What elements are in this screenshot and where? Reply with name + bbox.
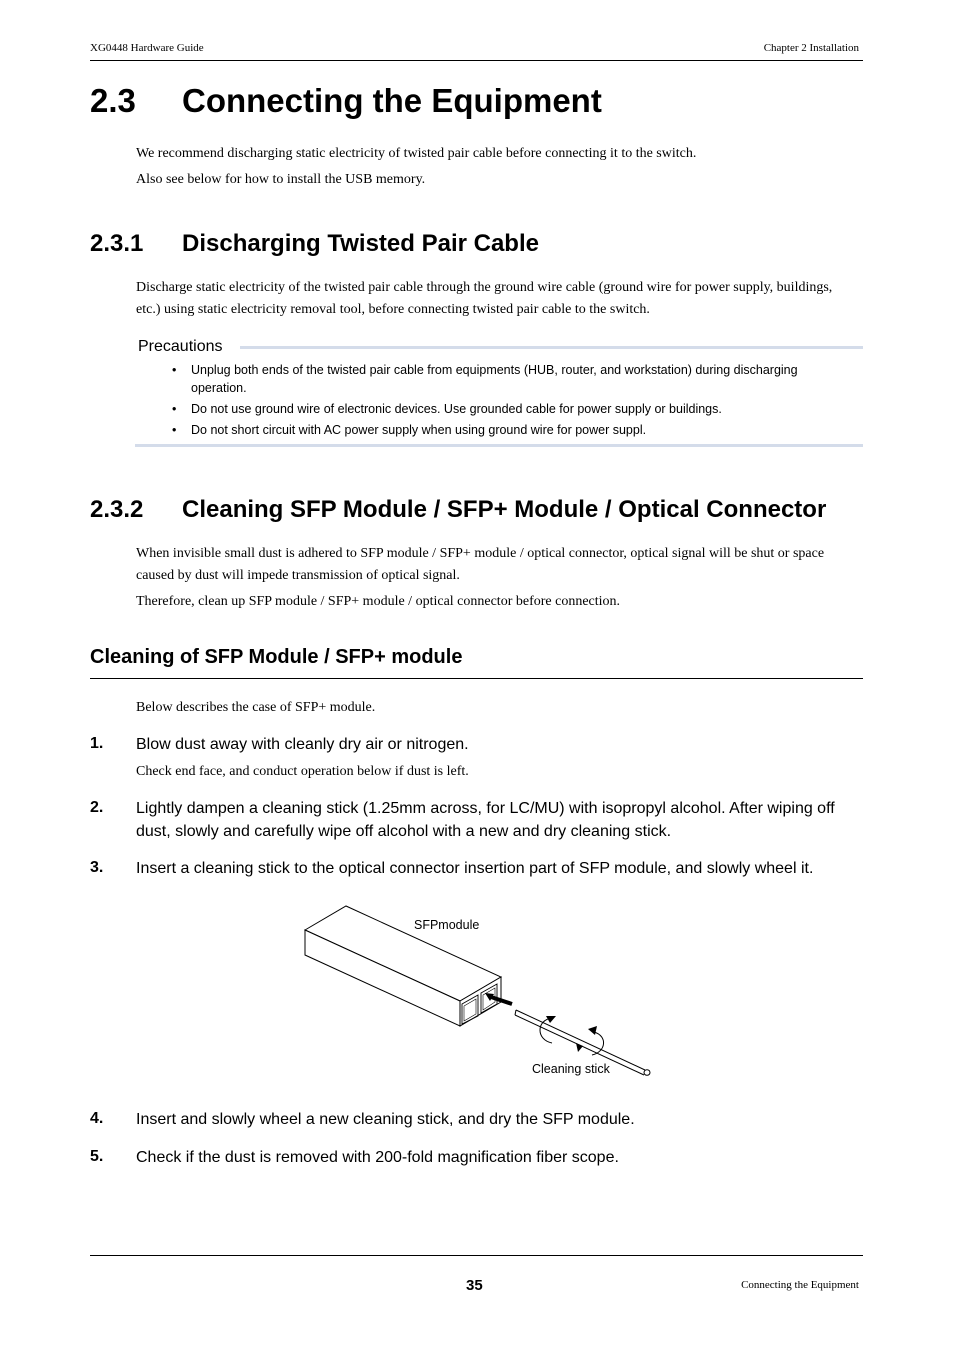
running-header-chapter: Chapter 2 Installation	[763, 42, 859, 54]
step-number: 3.	[90, 859, 104, 876]
section-title: Connecting the Equipment	[182, 82, 602, 119]
sub-subsection-divider	[90, 678, 863, 679]
header-divider	[90, 60, 863, 61]
cleaning-paragraph-1: When invisible small dust is adhered to SFP module / SFP+ module / optical connector, optical signal will be shut or space caused by dust will impede transmission of optical signal.	[136, 546, 825, 583]
discharging-paragraph: Discharge static electricity of the twisted pair cable through the ground wire cable (ground wire for power supply, buildings, etc.) using static electricity removal tool, before connecting twisted pair cable to the switch.	[136, 280, 833, 317]
step-text: Check if the dust is removed with 200-fold magnification fiber scope.	[136, 1149, 619, 1166]
sfp-intro-paragraph: Below describes the case of SFP+ module.	[136, 700, 376, 715]
precaution-item: Unplug both ends of the twisted pair cable from equipments (HUB, router, and workstation) during discharging operation.	[191, 363, 798, 395]
step-text: Insert a cleaning stick to the optical connector insertion part of SFP module, and slowly wheel it.	[136, 860, 814, 877]
precaution-item: Do not short circuit with AC power supply when using ground wire for power suppl.	[191, 423, 647, 437]
footer-divider	[90, 1255, 863, 1256]
figure-label-module: SFPmodule	[414, 918, 480, 932]
subsection-number: 2.3.2	[90, 496, 144, 523]
precautions-top-rule	[240, 346, 863, 349]
step-text: Insert and slowly wheel a new cleaning stick, and dry the SFP module.	[136, 1111, 635, 1128]
bullet-icon: •	[172, 423, 177, 437]
step-text: Lightly dampen a cleaning stick (1.25mm across, for LC/MU) with isopropyl alcohol. After wiping off dust, slowly and carefully wipe off alcohol with a new and dry cleaning stick.	[136, 800, 835, 840]
bullet-icon: •	[172, 402, 177, 416]
subsection-heading-discharging	[90, 230, 539, 258]
step-number: 1.	[90, 735, 104, 752]
precautions-label: Precautions	[138, 338, 223, 355]
precaution-item: Do not use ground wire of electronic devices. Use grounded cable for power supply or buildings.	[191, 402, 722, 416]
running-footer-section: Connecting the Equipment	[741, 1279, 859, 1291]
subsection-heading-cleaning	[90, 496, 826, 524]
intro-paragraph-2: Also see below for how to install the USB memory.	[136, 172, 426, 187]
step-number: 4.	[90, 1110, 104, 1127]
step-number: 2.	[90, 799, 104, 816]
bullet-icon: •	[172, 363, 177, 377]
section-heading	[90, 82, 602, 120]
page-number: 35	[466, 1277, 483, 1294]
intro-paragraph-1: We recommend discharging static electricity of twisted pair cable before connecting it to the switch.	[136, 146, 697, 161]
sfp-cleaning-illustration	[300, 900, 660, 1085]
figure-label-stick: Cleaning stick	[532, 1062, 610, 1076]
subsection-title: Cleaning SFP Module / SFP+ Module / Optical Connector	[182, 496, 827, 523]
section-number: 2.3	[90, 82, 136, 119]
step-text: Blow dust away with cleanly dry air or nitrogen.	[136, 736, 469, 753]
cleaning-paragraph-2: Therefore, clean up SFP module / SFP+ module / optical connector before connection.	[136, 594, 621, 609]
step-note: Check end face, and conduct operation below if dust is left.	[136, 764, 469, 779]
subsection-number: 2.3.1	[90, 230, 144, 257]
step-number: 5.	[90, 1148, 104, 1165]
rotate-arrow-icon	[540, 1018, 604, 1055]
precautions-bottom-rule	[135, 444, 863, 447]
subsection-title: Discharging Twisted Pair Cable	[182, 230, 539, 257]
running-header-title: XG0448 Hardware Guide	[90, 42, 204, 54]
sub-subsection-heading: Cleaning of SFP Module / SFP+ module	[90, 646, 463, 668]
